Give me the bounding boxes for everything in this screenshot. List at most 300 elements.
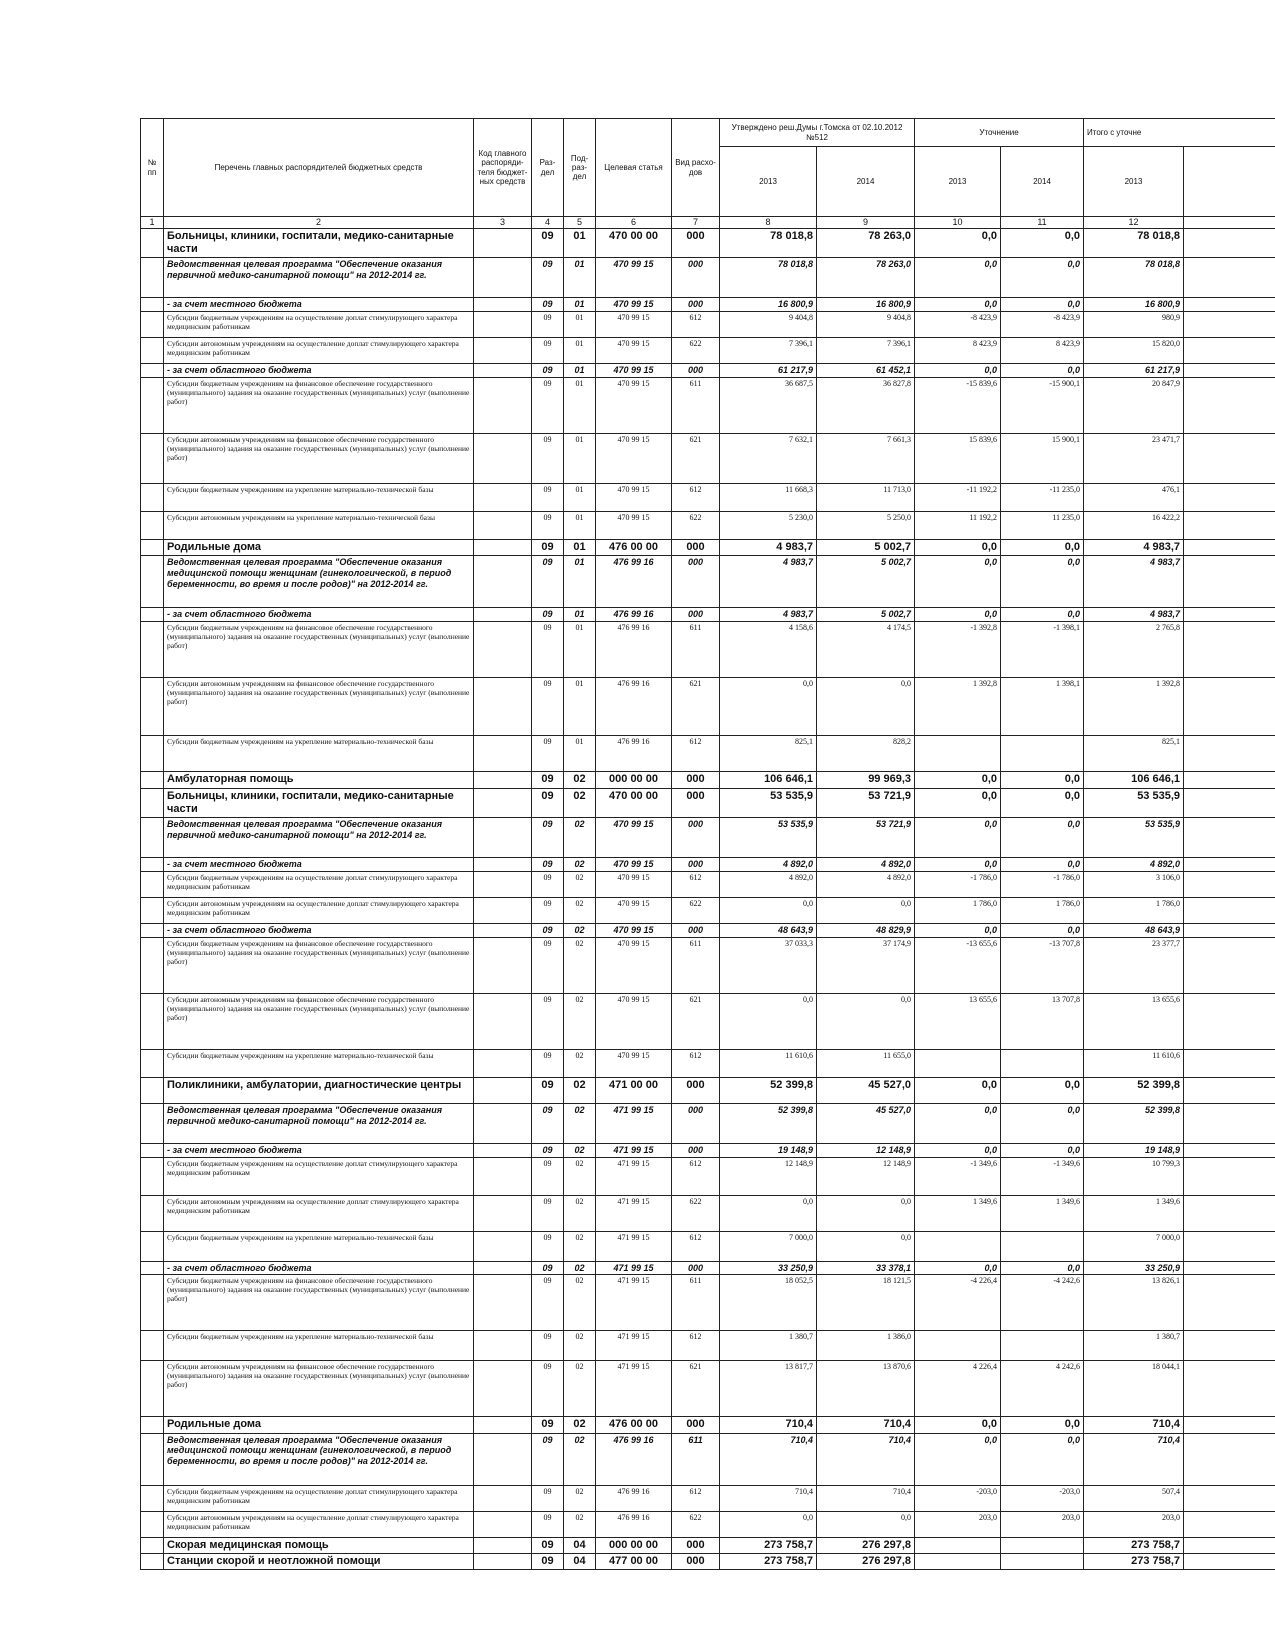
- row-total-2013-cell: 7 000,0: [1084, 1231, 1184, 1261]
- row-changes-2013-cell: -1 392,8: [915, 622, 1001, 678]
- row-section-cell: 09: [532, 993, 564, 1049]
- row-code-cell: [474, 229, 532, 258]
- row-name-cell: Субсидии автономным учреждениям на финансовое обеспечение государственного (муниципального) задания на оказание государственных (муниципальных) услуг (выполнение работ): [164, 678, 474, 736]
- row-subsection-cell: 01: [564, 312, 596, 338]
- row-name-cell: - за счет местного бюджета: [164, 857, 474, 871]
- row-num-cell: [141, 871, 164, 897]
- header-num: № пп: [141, 119, 164, 217]
- row-code-cell: [474, 622, 532, 678]
- row-subsection-cell: 01: [564, 434, 596, 484]
- row-target-cell: 471 99 15: [596, 1261, 672, 1275]
- row-changes-2014-cell: 0,0: [1001, 258, 1084, 298]
- row-target-cell: 470 99 15: [596, 1049, 672, 1077]
- row-total-2013-cell: 507,4: [1084, 1485, 1184, 1511]
- row-total-2013-cell: 52 399,8: [1084, 1077, 1184, 1103]
- row-approved-2013-cell: 37 033,3: [720, 937, 817, 993]
- row-num-cell: [141, 937, 164, 993]
- row-code-cell: [474, 512, 532, 540]
- row-changes-2013-cell: 1 392,8: [915, 678, 1001, 736]
- row-type-cell: 000: [672, 608, 720, 622]
- row-subsection-cell: 02: [564, 788, 596, 817]
- row-approved-2014-cell: 33 378,1: [817, 1261, 915, 1275]
- column-number: 4: [532, 217, 564, 229]
- row-code-cell: [474, 364, 532, 378]
- row-changes-2013-cell: [915, 1553, 1001, 1569]
- row-subsection-cell: 01: [564, 512, 596, 540]
- row-section-cell: 09: [532, 1195, 564, 1231]
- row-section-cell: 09: [532, 1511, 564, 1537]
- row-subsection-cell: 01: [564, 338, 596, 364]
- table-row: [141, 1157, 1275, 1195]
- table-row: [141, 937, 1275, 993]
- row-total-2014-cell: [1184, 817, 1275, 857]
- row-changes-2014-cell: 1 786,0: [1001, 897, 1084, 923]
- column-number: 2: [164, 217, 474, 229]
- row-type-cell: 622: [672, 512, 720, 540]
- row-target-cell: 470 99 15: [596, 338, 672, 364]
- row-changes-2014-cell: 0,0: [1001, 540, 1084, 556]
- row-subsection-cell: 01: [564, 678, 596, 736]
- row-changes-2013-cell: 0,0: [915, 772, 1001, 788]
- row-type-cell: 611: [672, 378, 720, 434]
- row-section-cell: 09: [532, 1433, 564, 1485]
- table-row: [141, 484, 1275, 512]
- row-section-cell: 09: [532, 871, 564, 897]
- row-code-cell: [474, 937, 532, 993]
- row-type-cell: 000: [672, 1553, 720, 1569]
- row-total-2013-cell: 3 106,0: [1084, 871, 1184, 897]
- row-section-cell: 09: [532, 736, 564, 772]
- row-code-cell: [474, 1485, 532, 1511]
- row-code-cell: [474, 1231, 532, 1261]
- row-type-cell: 000: [672, 1537, 720, 1553]
- row-target-cell: 470 99 15: [596, 993, 672, 1049]
- row-target-cell: 470 99 15: [596, 484, 672, 512]
- table-row: [141, 364, 1275, 378]
- row-approved-2013-cell: 12 148,9: [720, 1157, 817, 1195]
- row-section-cell: 09: [532, 1553, 564, 1569]
- row-approved-2013-cell: 11 668,3: [720, 484, 817, 512]
- row-section-cell: 09: [532, 434, 564, 484]
- table-row: [141, 1261, 1275, 1275]
- row-changes-2013-cell: 0,0: [915, 608, 1001, 622]
- row-changes-2013-cell: 0,0: [915, 229, 1001, 258]
- row-changes-2014-cell: 0,0: [1001, 923, 1084, 937]
- row-type-cell: 622: [672, 1511, 720, 1537]
- table-row: [141, 678, 1275, 736]
- row-total-2013-cell: 710,4: [1084, 1433, 1184, 1485]
- row-target-cell: 476 00 00: [596, 1417, 672, 1433]
- row-total-2014-cell: [1184, 993, 1275, 1049]
- row-section-cell: 09: [532, 1261, 564, 1275]
- row-type-cell: 000: [672, 540, 720, 556]
- row-approved-2013-cell: 4 983,7: [720, 540, 817, 556]
- row-num-cell: [141, 229, 164, 258]
- table-row: [141, 378, 1275, 434]
- row-changes-2013-cell: 13 655,6: [915, 993, 1001, 1049]
- table-row: [141, 788, 1275, 817]
- row-target-cell: 471 99 15: [596, 1157, 672, 1195]
- row-num-cell: [141, 258, 164, 298]
- table-row: [141, 1537, 1275, 1553]
- row-section-cell: 09: [532, 1361, 564, 1417]
- row-changes-2013-cell: 0,0: [915, 1417, 1001, 1433]
- row-changes-2013-cell: [915, 1537, 1001, 1553]
- row-total-2013-cell: 53 535,9: [1084, 788, 1184, 817]
- row-total-2014-cell: [1184, 1537, 1275, 1553]
- row-subsection-cell: 02: [564, 817, 596, 857]
- row-approved-2013-cell: 0,0: [720, 1195, 817, 1231]
- row-code-cell: [474, 817, 532, 857]
- row-approved-2013-cell: 4 983,7: [720, 608, 817, 622]
- table-row: [141, 871, 1275, 897]
- row-changes-2014-cell: 0,0: [1001, 1143, 1084, 1157]
- row-subsection-cell: 01: [564, 540, 596, 556]
- row-changes-2013-cell: 11 192,2: [915, 512, 1001, 540]
- row-section-cell: 09: [532, 1143, 564, 1157]
- row-num-cell: [141, 540, 164, 556]
- row-name-cell: Субсидии бюджетным учреждениям на укрепление материально-технической базы: [164, 1049, 474, 1077]
- row-target-cell: 000 00 00: [596, 772, 672, 788]
- row-name-cell: Субсидии бюджетным учреждениям на осуществление доплат стимулирующего характера медицинским работникам: [164, 1485, 474, 1511]
- row-changes-2014-cell: [1001, 1049, 1084, 1077]
- row-approved-2014-cell: 710,4: [817, 1417, 915, 1433]
- row-changes-2014-cell: -203,0: [1001, 1485, 1084, 1511]
- table-row: [141, 1195, 1275, 1231]
- table-row: [141, 1511, 1275, 1537]
- row-changes-2013-cell: -203,0: [915, 1485, 1001, 1511]
- row-subsection-cell: 02: [564, 1511, 596, 1537]
- row-target-cell: 470 99 15: [596, 378, 672, 434]
- row-target-cell: 470 99 15: [596, 434, 672, 484]
- row-type-cell: 621: [672, 1361, 720, 1417]
- row-total-2013-cell: 4 983,7: [1084, 608, 1184, 622]
- table-row: [141, 1553, 1275, 1569]
- row-target-cell: 000 00 00: [596, 1537, 672, 1553]
- row-approved-2014-cell: 5 002,7: [817, 608, 915, 622]
- table-row: [141, 1275, 1275, 1331]
- row-approved-2013-cell: 18 052,5: [720, 1275, 817, 1331]
- row-num-cell: [141, 556, 164, 608]
- row-total-2014-cell: [1184, 1231, 1275, 1261]
- row-total-2014-cell: [1184, 1261, 1275, 1275]
- row-subsection-cell: 01: [564, 608, 596, 622]
- row-section-cell: 09: [532, 364, 564, 378]
- row-code-cell: [474, 312, 532, 338]
- row-num-cell: [141, 378, 164, 434]
- row-total-2013-cell: 13 826,1: [1084, 1275, 1184, 1331]
- row-changes-2014-cell: 4 242,6: [1001, 1361, 1084, 1417]
- row-section-cell: 09: [532, 512, 564, 540]
- row-approved-2014-cell: 53 721,9: [817, 817, 915, 857]
- row-changes-2013-cell: 0,0: [915, 1433, 1001, 1485]
- row-num-cell: [141, 434, 164, 484]
- row-subsection-cell: 01: [564, 298, 596, 312]
- row-changes-2014-cell: [1001, 736, 1084, 772]
- row-total-2014-cell: [1184, 298, 1275, 312]
- header-total: Итого с уточне: [1084, 119, 1275, 147]
- row-section-cell: 09: [532, 540, 564, 556]
- row-total-2014-cell: [1184, 736, 1275, 772]
- row-num-cell: [141, 772, 164, 788]
- row-target-cell: 470 99 15: [596, 298, 672, 312]
- row-type-cell: 612: [672, 1485, 720, 1511]
- row-section-cell: 09: [532, 772, 564, 788]
- row-approved-2013-cell: 61 217,9: [720, 364, 817, 378]
- row-type-cell: 000: [672, 1103, 720, 1143]
- row-target-cell: 471 99 15: [596, 1103, 672, 1143]
- row-subsection-cell: 04: [564, 1537, 596, 1553]
- row-type-cell: 612: [672, 736, 720, 772]
- row-total-2014-cell: [1184, 364, 1275, 378]
- row-changes-2014-cell: 0,0: [1001, 556, 1084, 608]
- row-num-cell: [141, 1361, 164, 1417]
- row-section-cell: 09: [532, 556, 564, 608]
- row-approved-2013-cell: 5 230,0: [720, 512, 817, 540]
- row-approved-2013-cell: 0,0: [720, 897, 817, 923]
- row-approved-2014-cell: 11 713,0: [817, 484, 915, 512]
- row-total-2014-cell: [1184, 1275, 1275, 1331]
- row-approved-2014-cell: 710,4: [817, 1433, 915, 1485]
- row-changes-2013-cell: 0,0: [915, 556, 1001, 608]
- row-approved-2013-cell: 710,4: [720, 1433, 817, 1485]
- row-subsection-cell: 01: [564, 736, 596, 772]
- row-changes-2013-cell: 0,0: [915, 258, 1001, 298]
- row-approved-2014-cell: 12 148,9: [817, 1157, 915, 1195]
- row-total-2014-cell: [1184, 772, 1275, 788]
- row-approved-2013-cell: 16 800,9: [720, 298, 817, 312]
- row-code-cell: [474, 1511, 532, 1537]
- row-section-cell: 09: [532, 1331, 564, 1361]
- row-approved-2014-cell: 0,0: [817, 897, 915, 923]
- row-approved-2014-cell: 276 297,8: [817, 1553, 915, 1569]
- row-approved-2013-cell: 7 396,1: [720, 338, 817, 364]
- row-approved-2014-cell: 276 297,8: [817, 1537, 915, 1553]
- table-row: [141, 1143, 1275, 1157]
- row-num-cell: [141, 993, 164, 1049]
- row-approved-2014-cell: 45 527,0: [817, 1077, 915, 1103]
- row-approved-2014-cell: 7 661,3: [817, 434, 915, 484]
- row-approved-2013-cell: 0,0: [720, 678, 817, 736]
- row-code-cell: [474, 1077, 532, 1103]
- row-target-cell: 470 99 15: [596, 312, 672, 338]
- column-number: 9: [817, 217, 915, 229]
- row-target-cell: 476 99 16: [596, 736, 672, 772]
- row-type-cell: 000: [672, 258, 720, 298]
- row-code-cell: [474, 871, 532, 897]
- row-section-cell: 09: [532, 1157, 564, 1195]
- row-changes-2014-cell: -1 349,6: [1001, 1157, 1084, 1195]
- row-total-2014-cell: [1184, 1417, 1275, 1433]
- row-changes-2013-cell: -8 423,9: [915, 312, 1001, 338]
- row-code-cell: [474, 378, 532, 434]
- row-section-cell: 09: [532, 923, 564, 937]
- row-approved-2014-cell: 99 969,3: [817, 772, 915, 788]
- row-section-cell: 09: [532, 338, 564, 364]
- row-changes-2014-cell: -1 786,0: [1001, 871, 1084, 897]
- table-row: [141, 897, 1275, 923]
- row-target-cell: 470 99 15: [596, 897, 672, 923]
- row-changes-2014-cell: 0,0: [1001, 1077, 1084, 1103]
- row-subsection-cell: 02: [564, 923, 596, 937]
- row-subsection-cell: 02: [564, 1195, 596, 1231]
- row-approved-2014-cell: 78 263,0: [817, 258, 915, 298]
- row-target-cell: 471 99 15: [596, 1275, 672, 1331]
- header-changes: Уточнение: [915, 119, 1084, 147]
- row-num-cell: [141, 622, 164, 678]
- column-number-blank: [1184, 217, 1275, 229]
- row-changes-2014-cell: -11 235,0: [1001, 484, 1084, 512]
- row-num-cell: [141, 1157, 164, 1195]
- row-num-cell: [141, 484, 164, 512]
- row-section-cell: 09: [532, 484, 564, 512]
- row-subsection-cell: 02: [564, 1157, 596, 1195]
- row-code-cell: [474, 1331, 532, 1361]
- table-row: [141, 608, 1275, 622]
- row-type-cell: 622: [672, 1195, 720, 1231]
- row-total-2013-cell: 825,1: [1084, 736, 1184, 772]
- row-subsection-cell: 01: [564, 378, 596, 434]
- row-changes-2014-cell: 0,0: [1001, 772, 1084, 788]
- row-type-cell: 611: [672, 622, 720, 678]
- row-code-cell: [474, 736, 532, 772]
- row-approved-2014-cell: 12 148,9: [817, 1143, 915, 1157]
- row-total-2014-cell: [1184, 608, 1275, 622]
- row-target-cell: 476 00 00: [596, 540, 672, 556]
- row-total-2014-cell: [1184, 1511, 1275, 1537]
- row-type-cell: 000: [672, 788, 720, 817]
- row-name-cell: Станции скорой и неотложной помощи: [164, 1553, 474, 1569]
- table-row: [141, 1103, 1275, 1143]
- column-number: 6: [596, 217, 672, 229]
- row-approved-2013-cell: 273 758,7: [720, 1553, 817, 1569]
- row-changes-2014-cell: 0,0: [1001, 817, 1084, 857]
- row-type-cell: 000: [672, 298, 720, 312]
- row-num-cell: [141, 817, 164, 857]
- row-name-cell: Субсидии автономным учреждениям на финансовое обеспечение государственного (муниципального) задания на оказание государственных (муниципальных) услуг (выполнение работ): [164, 434, 474, 484]
- header-code: Код главного распоряди-теля бюджет-ных средств: [474, 119, 532, 217]
- row-approved-2014-cell: 5 250,0: [817, 512, 915, 540]
- column-number: 3: [474, 217, 532, 229]
- row-total-2014-cell: [1184, 1143, 1275, 1157]
- row-section-cell: 09: [532, 298, 564, 312]
- row-approved-2013-cell: 273 758,7: [720, 1537, 817, 1553]
- row-approved-2014-cell: 0,0: [817, 993, 915, 1049]
- row-changes-2014-cell: 0,0: [1001, 1433, 1084, 1485]
- row-name-cell: Субсидии бюджетным учреждениям на финансовое обеспечение государственного (муниципального) задания на оказание государственных (муниципальных) услуг (выполнение работ): [164, 937, 474, 993]
- table-row: [141, 258, 1275, 298]
- row-approved-2014-cell: 0,0: [817, 1195, 915, 1231]
- row-approved-2014-cell: 48 829,9: [817, 923, 915, 937]
- row-approved-2014-cell: 828,2: [817, 736, 915, 772]
- row-section-cell: 09: [532, 1049, 564, 1077]
- column-number: 10: [915, 217, 1001, 229]
- row-subsection-cell: 02: [564, 772, 596, 788]
- row-section-cell: 09: [532, 1103, 564, 1143]
- row-section-cell: 09: [532, 378, 564, 434]
- row-total-2014-cell: [1184, 678, 1275, 736]
- row-changes-2014-cell: 1 398,1: [1001, 678, 1084, 736]
- row-total-2014-cell: [1184, 556, 1275, 608]
- table-row: [141, 1077, 1275, 1103]
- row-num-cell: [141, 338, 164, 364]
- row-name-cell: Субсидии бюджетным учреждениям на укрепление материально-технической базы: [164, 1331, 474, 1361]
- row-approved-2013-cell: 710,4: [720, 1417, 817, 1433]
- header-approved: Утверждено реш.Думы г.Томска от 02.10.2012 №512: [720, 119, 915, 147]
- row-changes-2014-cell: [1001, 1331, 1084, 1361]
- header-name: Перечень главных распорядителей бюджетных средств: [164, 119, 474, 217]
- row-total-2014-cell: [1184, 1049, 1275, 1077]
- document-sheet: [140, 118, 1275, 1650]
- row-code-cell: [474, 993, 532, 1049]
- row-name-cell: Больницы, клиники, госпитали, медико-санитарные части: [164, 229, 474, 258]
- row-total-2013-cell: 1 380,7: [1084, 1331, 1184, 1361]
- row-subsection-cell: 02: [564, 1231, 596, 1261]
- row-section-cell: 09: [532, 622, 564, 678]
- row-total-2014-cell: [1184, 622, 1275, 678]
- table-row: [141, 1433, 1275, 1485]
- row-code-cell: [474, 298, 532, 312]
- row-num-cell: [141, 1261, 164, 1275]
- row-approved-2014-cell: 7 396,1: [817, 338, 915, 364]
- row-approved-2013-cell: 7 632,1: [720, 434, 817, 484]
- row-section-cell: 09: [532, 1537, 564, 1553]
- table-row: [141, 1231, 1275, 1261]
- row-total-2014-cell: [1184, 229, 1275, 258]
- row-changes-2013-cell: -13 655,6: [915, 937, 1001, 993]
- row-subsection-cell: 02: [564, 937, 596, 993]
- row-changes-2014-cell: 1 349,6: [1001, 1195, 1084, 1231]
- row-changes-2013-cell: 0,0: [915, 857, 1001, 871]
- row-num-cell: [141, 1049, 164, 1077]
- row-name-cell: Субсидии автономным учреждениям на осуществление доплат стимулирующего характера медицинским работникам: [164, 338, 474, 364]
- row-num-cell: [141, 1103, 164, 1143]
- row-total-2013-cell: 273 758,7: [1084, 1537, 1184, 1553]
- row-changes-2013-cell: 4 226,4: [915, 1361, 1001, 1417]
- row-approved-2013-cell: 710,4: [720, 1485, 817, 1511]
- row-type-cell: 612: [672, 312, 720, 338]
- row-subsection-cell: 02: [564, 871, 596, 897]
- row-total-2014-cell: [1184, 258, 1275, 298]
- row-target-cell: 470 99 15: [596, 258, 672, 298]
- table-row: [141, 1361, 1275, 1417]
- row-total-2014-cell: [1184, 1331, 1275, 1361]
- row-total-2014-cell: [1184, 1433, 1275, 1485]
- row-name-cell: Ведомственная целевая программа "Обеспечение оказания первичной медико-санитарной помощи" на 2012-2014 гг.: [164, 1103, 474, 1143]
- row-total-2013-cell: 78 018,8: [1084, 258, 1184, 298]
- row-changes-2014-cell: [1001, 1231, 1084, 1261]
- row-total-2013-cell: 18 044,1: [1084, 1361, 1184, 1417]
- row-name-cell: Скорая медицинская помощь: [164, 1537, 474, 1553]
- table-row: [141, 1417, 1275, 1433]
- row-code-cell: [474, 556, 532, 608]
- row-approved-2013-cell: 11 610,6: [720, 1049, 817, 1077]
- row-changes-2013-cell: 1 349,6: [915, 1195, 1001, 1231]
- row-target-cell: 470 99 15: [596, 923, 672, 937]
- row-code-cell: [474, 1195, 532, 1231]
- row-name-cell: Субсидии автономным учреждениям на осуществление доплат стимулирующего характера медицинским работникам: [164, 897, 474, 923]
- row-approved-2014-cell: 1 386,0: [817, 1331, 915, 1361]
- row-target-cell: 471 99 15: [596, 1361, 672, 1417]
- row-changes-2014-cell: 11 235,0: [1001, 512, 1084, 540]
- row-target-cell: 476 99 16: [596, 1433, 672, 1485]
- row-type-cell: 612: [672, 1049, 720, 1077]
- row-subsection-cell: 01: [564, 484, 596, 512]
- row-subsection-cell: 02: [564, 1103, 596, 1143]
- row-total-2013-cell: 16 422,2: [1084, 512, 1184, 540]
- row-approved-2014-cell: 53 721,9: [817, 788, 915, 817]
- row-total-2013-cell: 1 392,8: [1084, 678, 1184, 736]
